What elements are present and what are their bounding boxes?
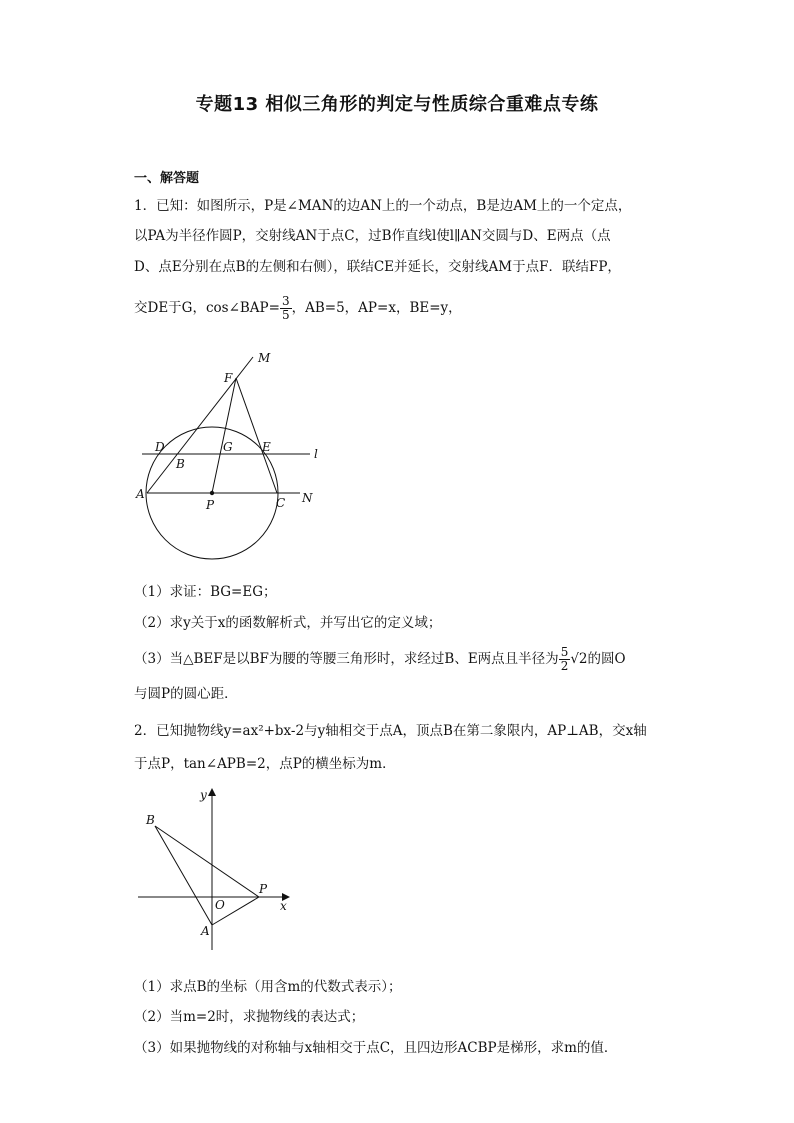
label-g: G — [223, 440, 233, 454]
q1-sub-1: （1）求证：BG=EG； — [134, 584, 277, 600]
q1-sub-2: （2）求y关于x的函数解析式，并写出它的定义域； — [134, 615, 442, 631]
q1-line-2: 以PA为半径作圆P，交射线AN于点C，过B作直线l使l∥AN交圆与D、E两点（点 — [134, 228, 611, 244]
label-d: D — [155, 440, 165, 454]
q1-line-4-pre: 交DE于G，cos∠BAP= — [134, 300, 280, 316]
label-b: B — [176, 457, 185, 471]
q2-line-1: 2．已知抛物线y=ax²+bx-2与y轴相交于点A，顶点B在第二象限内，AP⊥AB，交x轴 — [134, 723, 647, 739]
fraction-denominator: 5 — [281, 308, 290, 322]
label-p: P — [206, 498, 215, 512]
fraction-numerator: 5 — [560, 645, 569, 659]
label-l: l — [314, 447, 318, 461]
q1-line-4-post: ，AB=5，AP=x，BE=y， — [291, 300, 462, 316]
q1-sub-3-pre: （3）当△BEF是以BF为腰的等腰三角形时，求经过B、E两点且半径为 — [134, 651, 559, 667]
page-title: 专题13 相似三角形的判定与性质综合重难点专练 — [195, 94, 599, 115]
section-heading: 一、解答题 — [134, 171, 200, 186]
label-e: E — [262, 440, 271, 454]
q1-sub-3-line-2: 与圆P的圆心距． — [134, 686, 238, 702]
q2-sub-2: （2）当m=2时，求抛物线的表达式； — [134, 1009, 365, 1025]
q2-sub-1: （1）求点B的坐标（用含m的代数式表示）； — [134, 979, 402, 995]
sqrt-two: √2 — [570, 651, 588, 667]
label-a: A — [201, 924, 210, 938]
q1-sub-3-post: 的圆O — [587, 651, 626, 667]
label-c: C — [276, 496, 286, 510]
label-b: B — [146, 813, 155, 827]
fraction-numerator: 3 — [281, 294, 290, 308]
label-y: y — [200, 788, 207, 802]
fraction-denominator: 2 — [560, 659, 569, 673]
label-o: O — [215, 898, 225, 912]
segment-ba — [155, 826, 212, 925]
q2-sub-3: （3）如果抛物线的对称轴与x轴相交于点C，且四边形ACBP是梯形，求m的值． — [134, 1040, 618, 1056]
label-p: P — [259, 882, 268, 896]
segment-bp — [155, 826, 259, 897]
q1-line-3: D、点E分别在点B的左侧和右侧），联结CE并延长，交射线AM于点F．联结FP， — [134, 259, 621, 275]
label-f: F — [224, 371, 233, 385]
q1-line-1: 1．已知：如图所示，P是∠MAN的边AN上的一个动点，B是边AM上的一个定点， — [134, 198, 632, 214]
label-a: A — [136, 487, 145, 501]
label-n: N — [302, 491, 313, 505]
label-x: x — [280, 899, 287, 913]
label-m: M — [258, 351, 271, 365]
q2-line-2: 于点P，tan∠APB=2，点P的横坐标为m． — [134, 756, 396, 772]
